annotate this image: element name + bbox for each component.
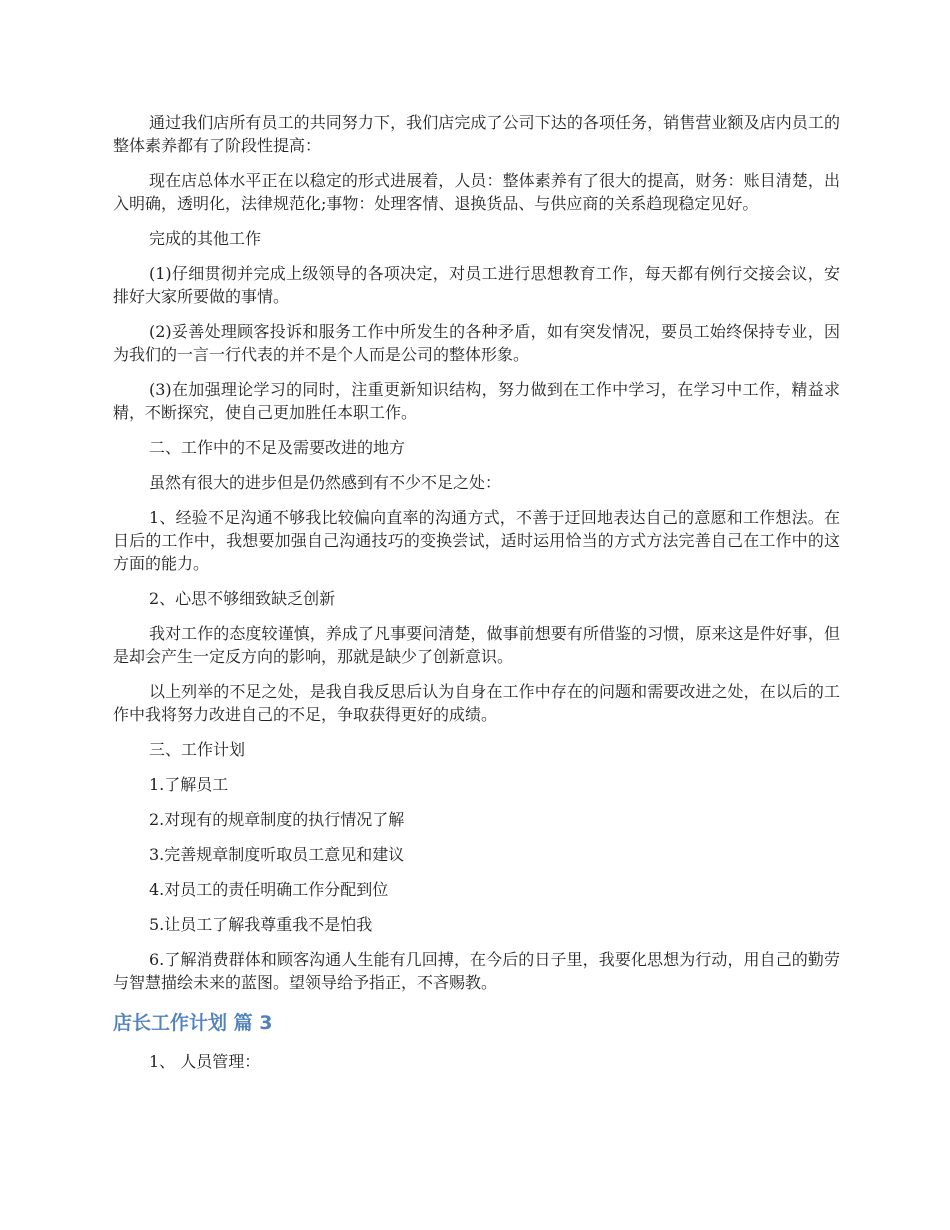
plan-item-5: 5.让员工了解我尊重我不是怕我 [149, 915, 373, 934]
paragraph-other-work-title: 完成的其他工作 [149, 229, 262, 248]
section-heading: 店长工作计划 篇 3 [113, 1012, 273, 1034]
paragraph-item-1: (1)仔细贯彻并完成上级领导的各项决定，对员工进行思想教育工作，每天都有例行交接会议，安排好大家所要做的事情。 [113, 264, 840, 306]
document-page [113, 111, 840, 1085]
plan-item-6: 6.了解消费群体和顾客沟通人生能有几回搏，在今后的日子里，我要化思想为行动，用自己的勤劳与智慧描绘未来的蓝图。望领导给予指正，不吝赐教。 [113, 950, 840, 992]
paragraph-shortcoming-2: 我对工作的态度较谨慎，养成了凡事要问清楚，做事前想要有所借鉴的习惯，原来这是件好事，但是却会产生一定反方向的影响，那就是缺少了创新意识。 [113, 624, 840, 666]
paragraph-shortcoming-1: 1、经验不足沟通不够我比较偏向直率的沟通方式，不善于迂回地表达自己的意愿和工作想法。在日后的工作中，我想要加强自己沟通技巧的变换尝试，适时运用恰当的方式方法完善自己在工作中的这方面的能力。 [113, 508, 840, 573]
plan-item-4: 4.对员工的责任明确工作分配到位 [149, 880, 389, 899]
paragraph-status: 现在店总体水平正在以稳定的形式进展着，人员：整体素养有了很大的提高，财务：账目清楚，出入明确，透明化，法律规范化;事物：处理客情、退换货品、与供应商的关系趋现稳定见好。 [113, 171, 840, 213]
plan-item-3: 3.完善规章制度听取员工意见和建议 [149, 845, 405, 864]
plan-item-2: 2.对现有的规章制度的执行情况了解 [149, 810, 405, 829]
paragraph-item-2: (2)妥善处理顾客投诉和服务工作中所发生的各种矛盾，如有突发情况，要员工始终保持专业，因为我们的一言一行代表的并不是个人而是公司的整体形象。 [113, 322, 840, 364]
paragraph-item-3: (3)在加强理论学习的同时，注重更新知识结构，努力做到在工作中学习，在学习中工作，精益求精，不断探究，使自己更加胜任本职工作。 [113, 380, 840, 422]
section-title-plan: 三、工作计划 [149, 740, 246, 759]
plan-item-1: 1.了解员工 [149, 775, 229, 794]
paragraph-shortcoming-2-title: 2、心思不够细致缺乏创新 [149, 589, 336, 608]
section-title-shortcomings: 二、工作中的不足及需要改进的地方 [149, 438, 406, 457]
paragraph-shortcoming-summary: 以上列举的不足之处，是我自我反思后认为自身在工作中存在的问题和需要改进之处，在以后的工作中我将努力改进自己的不足，争取获得更好的成绩。 [113, 682, 840, 724]
paragraph-intro: 通过我们店所有员工的共同努力下，我们店完成了公司下达的各项任务，销售营业额及店内员工的整体素养都有了阶段性提高： [113, 113, 840, 155]
paragraph-shortcomings-intro: 虽然有很大的进步但是仍然感到有不少不足之处： [149, 473, 502, 492]
paragraph-personnel-management: 1、 人员管理： [149, 1052, 261, 1071]
